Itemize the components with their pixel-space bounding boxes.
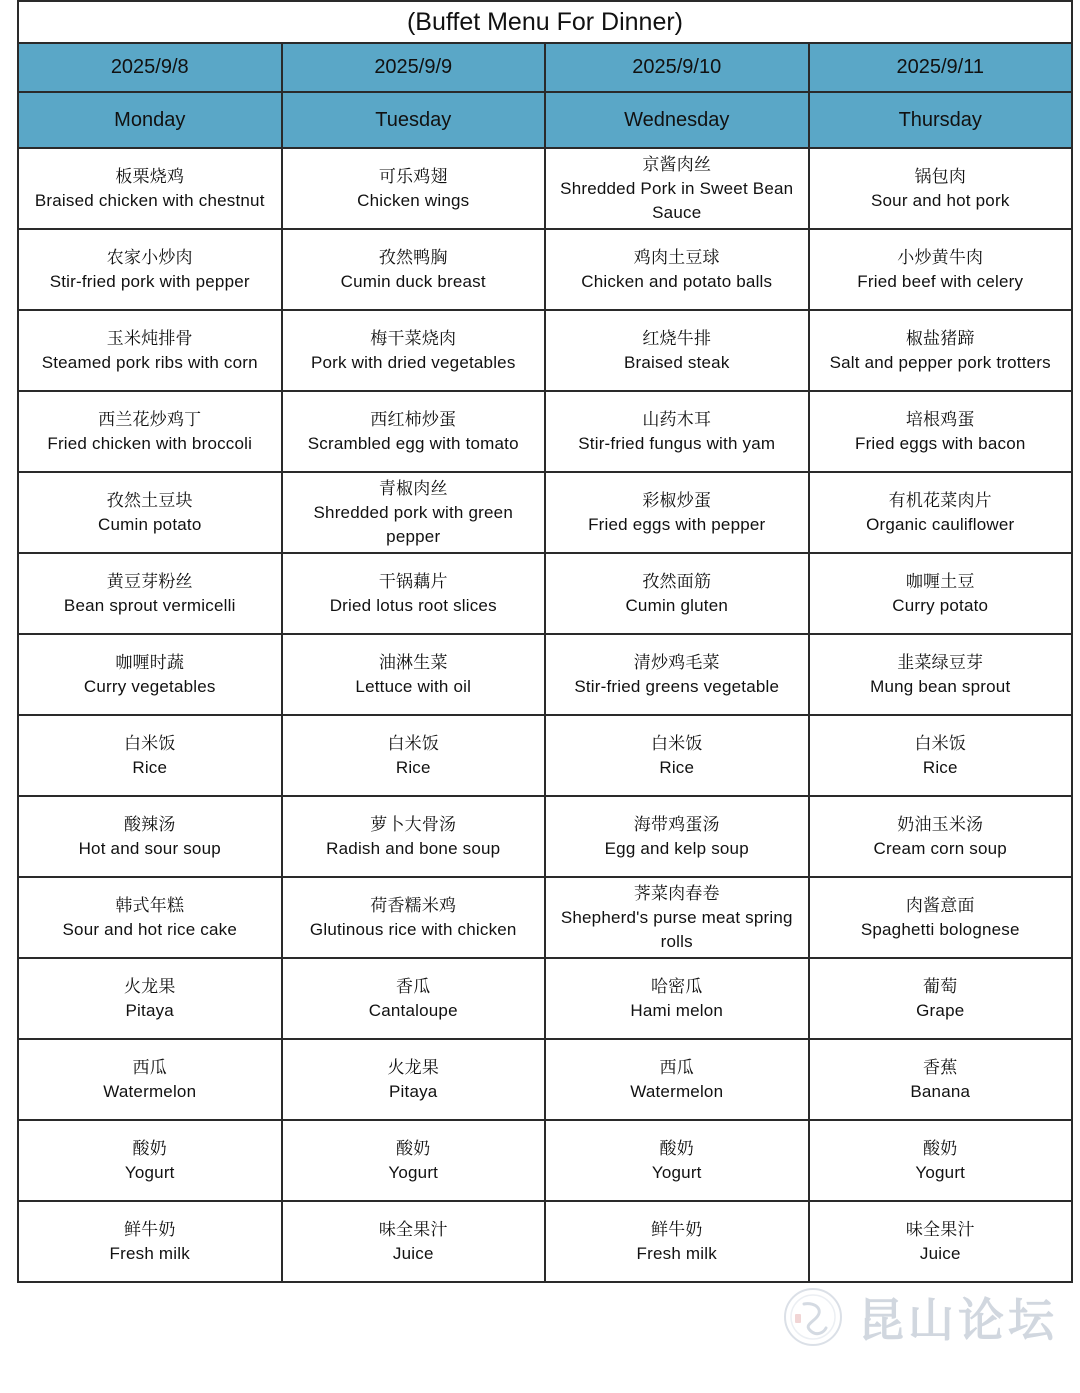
dish-cell <box>282 472 546 553</box>
dish-chinese-name: 黄豆芽粉丝 <box>106 571 193 591</box>
forum-watermark <box>782 1284 1072 1350</box>
dish-chinese-name: 味全果汁 <box>905 1219 975 1239</box>
dish-cell <box>545 229 809 310</box>
dish-cell <box>809 796 1073 877</box>
dish-chinese-name: 酸奶 <box>659 1138 694 1158</box>
dish-cell <box>18 310 282 391</box>
dish-chinese-name: 荠菜肉春卷 <box>633 883 720 903</box>
menu-row <box>18 391 1072 472</box>
dish-english-name: Salt and pepper pork trotters <box>829 352 1051 372</box>
dish-english-name: Fresh milk <box>109 1243 190 1263</box>
dish-english-name: Rice <box>132 757 168 777</box>
dish-chinese-name: 红烧牛排 <box>642 328 712 348</box>
seal-icon <box>782 1286 844 1348</box>
menu-row <box>18 553 1072 634</box>
dish-chinese-name: 青椒肉丝 <box>378 478 448 498</box>
menu-container <box>17 0 1073 1283</box>
menu-row <box>18 796 1072 877</box>
dish-chinese-name: 海带鸡蛋汤 <box>633 814 720 834</box>
dish-cell <box>545 796 809 877</box>
dish-cell <box>809 877 1073 958</box>
dish-cell <box>18 148 282 229</box>
dish-chinese-name: 清炒鸡毛菜 <box>633 652 720 672</box>
dish-chinese-name: 白米饭 <box>123 733 176 753</box>
dish-english-name: Shredded Pork in Sweet Bean Sauce <box>560 178 794 222</box>
dish-chinese-name: 西红柿炒蛋 <box>370 409 457 429</box>
dish-english-name: Yogurt <box>388 1162 439 1182</box>
menu-row <box>18 1201 1072 1282</box>
dish-chinese-name: 韩式年糕 <box>115 895 185 915</box>
dish-english-name: Stir-fried greens vegetable <box>574 676 780 696</box>
dish-english-name: Scrambled egg with tomato <box>307 433 519 453</box>
dish-cell <box>282 553 546 634</box>
dish-english-name: Yogurt <box>915 1162 966 1182</box>
dish-english-name: Pork with dried vegetables <box>310 352 516 372</box>
dish-cell <box>282 148 546 229</box>
dish-english-name: Lettuce with oil <box>355 676 472 696</box>
dish-chinese-name: 西兰花炒鸡丁 <box>98 409 202 429</box>
dish-chinese-name: 肉酱意面 <box>905 895 975 915</box>
dish-cell <box>545 958 809 1039</box>
dish-english-name: Stir-fried fungus with yam <box>578 433 776 453</box>
dish-english-name: Chicken wings <box>357 190 470 210</box>
dish-cell <box>18 1201 282 1282</box>
dish-cell <box>282 1039 546 1120</box>
dish-cell <box>282 310 546 391</box>
dish-chinese-name: 孜然鸭胸 <box>378 247 448 267</box>
menu-row <box>18 148 1072 229</box>
dish-english-name: Fried chicken with broccoli <box>47 433 253 453</box>
dish-english-name: Pitaya <box>389 1081 438 1101</box>
dish-english-name: Cumin potato <box>97 514 202 534</box>
dish-cell <box>809 310 1073 391</box>
dish-english-name: Pitaya <box>125 1000 174 1020</box>
dish-english-name: Steamed pork ribs with corn <box>41 352 258 372</box>
dish-chinese-name: 椒盐猪蹄 <box>905 328 975 348</box>
menu-title: (Buffet Menu For Dinner) <box>18 1 1072 43</box>
dish-cell <box>545 310 809 391</box>
dish-english-name: Juice <box>919 1243 961 1263</box>
dish-cell <box>18 958 282 1039</box>
dish-chinese-name: 荷香糯米鸡 <box>370 895 457 915</box>
date-cell: 2025/9/11 <box>809 43 1073 92</box>
dish-english-name: Braised steak <box>623 352 730 372</box>
dish-chinese-name: 酸奶 <box>923 1138 958 1158</box>
dish-cell <box>809 1120 1073 1201</box>
dish-english-name: Egg and kelp soup <box>604 838 749 858</box>
dish-chinese-name: 葡萄 <box>923 976 958 996</box>
dish-chinese-name: 西瓜 <box>659 1057 694 1077</box>
menu-row <box>18 472 1072 553</box>
dish-english-name: Sour and hot rice cake <box>62 919 237 939</box>
dish-english-name: Mung bean sprout <box>870 676 1011 696</box>
dish-cell <box>18 472 282 553</box>
dish-chinese-name: 白米饭 <box>650 733 703 753</box>
dish-chinese-name: 奶油玉米汤 <box>897 814 984 834</box>
dish-english-name: Glutinous rice with chicken <box>309 919 517 939</box>
dinner-menu-table <box>17 0 1073 1283</box>
dish-english-name: Fried beef with celery <box>857 271 1024 291</box>
dish-chinese-name: 白米饭 <box>387 733 440 753</box>
dish-chinese-name: 西瓜 <box>132 1057 167 1077</box>
dish-english-name: Dried lotus root slices <box>329 595 497 615</box>
menu-row <box>18 229 1072 310</box>
menu-row <box>18 310 1072 391</box>
weekday-cell: Thursday <box>809 92 1073 148</box>
dish-english-name: Shepherd's purse meat spring rolls <box>560 907 793 951</box>
dish-cell <box>18 229 282 310</box>
dish-cell <box>18 1120 282 1201</box>
dish-english-name: Watermelon <box>103 1081 197 1101</box>
dish-chinese-name: 酸奶 <box>396 1138 431 1158</box>
dish-cell <box>282 229 546 310</box>
dish-cell <box>545 877 809 958</box>
dish-chinese-name: 板栗烧鸡 <box>115 166 185 186</box>
menu-row <box>18 1039 1072 1120</box>
dish-cell <box>282 877 546 958</box>
dish-english-name: Shredded pork with green pepper <box>313 502 513 546</box>
weekday-row <box>18 92 1072 148</box>
dish-cell <box>282 634 546 715</box>
dish-chinese-name: 农家小炒肉 <box>106 247 193 267</box>
dish-english-name: Yogurt <box>651 1162 702 1182</box>
dish-chinese-name: 干锅藕片 <box>378 571 448 591</box>
dish-cell <box>545 1039 809 1120</box>
date-cell: 2025/9/9 <box>282 43 546 92</box>
dish-english-name: Curry vegetables <box>83 676 216 696</box>
dish-cell <box>545 1201 809 1282</box>
dish-cell <box>809 148 1073 229</box>
dish-cell <box>545 391 809 472</box>
dish-english-name: Cumin duck breast <box>340 271 486 291</box>
menu-row <box>18 634 1072 715</box>
dish-cell <box>282 1120 546 1201</box>
dish-english-name: Cumin gluten <box>625 595 729 615</box>
dish-english-name: Juice <box>392 1243 434 1263</box>
dish-cell <box>18 634 282 715</box>
dish-cell <box>809 553 1073 634</box>
dish-chinese-name: 火龙果 <box>387 1057 440 1077</box>
date-row <box>18 43 1072 92</box>
dish-chinese-name: 韭菜绿豆芽 <box>897 652 984 672</box>
dish-chinese-name: 鸡肉土豆球 <box>633 247 720 267</box>
dish-chinese-name: 酸奶 <box>132 1138 167 1158</box>
dish-chinese-name: 咖喱时蔬 <box>115 652 185 672</box>
dish-cell <box>282 796 546 877</box>
dish-chinese-name: 哈密瓜 <box>650 976 703 996</box>
dish-chinese-name: 孜然面筋 <box>642 571 712 591</box>
dish-english-name: Braised chicken with chestnut <box>34 190 265 210</box>
dish-english-name: Fried eggs with bacon <box>854 433 1026 453</box>
dish-cell <box>809 229 1073 310</box>
dish-chinese-name: 小炒黄牛肉 <box>897 247 984 267</box>
dish-english-name: Yogurt <box>124 1162 175 1182</box>
dish-chinese-name: 香瓜 <box>396 976 431 996</box>
dish-cell <box>18 391 282 472</box>
menu-row <box>18 877 1072 958</box>
dish-english-name: Rice <box>922 757 958 777</box>
dish-cell <box>18 553 282 634</box>
dish-chinese-name: 油淋生菜 <box>378 652 448 672</box>
dish-chinese-name: 火龙果 <box>123 976 176 996</box>
dish-cell <box>545 472 809 553</box>
dish-chinese-name: 孜然土豆块 <box>106 490 193 510</box>
dish-chinese-name: 山药木耳 <box>642 409 712 429</box>
dish-chinese-name: 鲜牛奶 <box>123 1219 176 1239</box>
dish-cell <box>18 796 282 877</box>
dish-chinese-name: 锅包肉 <box>914 166 967 186</box>
dish-english-name: Spaghetti bolognese <box>860 919 1020 939</box>
dish-english-name: Stir-fried pork with pepper <box>49 271 250 291</box>
dish-cell <box>282 391 546 472</box>
menu-row <box>18 958 1072 1039</box>
dish-english-name: Rice <box>395 757 431 777</box>
dish-chinese-name: 彩椒炒蛋 <box>642 490 712 510</box>
dish-english-name: Fried eggs with pepper <box>588 514 766 534</box>
menu-body <box>18 148 1072 1282</box>
dish-chinese-name: 鲜牛奶 <box>650 1219 703 1239</box>
title-row <box>18 1 1072 43</box>
dish-cell <box>809 715 1073 796</box>
menu-row <box>18 715 1072 796</box>
dish-english-name: Watermelon <box>630 1081 724 1101</box>
dish-english-name: Rice <box>659 757 695 777</box>
dish-english-name: Fresh milk <box>636 1243 717 1263</box>
dish-cell <box>809 1039 1073 1120</box>
weekday-cell: Monday <box>18 92 282 148</box>
dish-chinese-name: 白米饭 <box>914 733 967 753</box>
weekday-cell: Tuesday <box>282 92 546 148</box>
dish-cell <box>18 715 282 796</box>
dish-cell <box>809 634 1073 715</box>
dish-chinese-name: 萝卜大骨汤 <box>370 814 457 834</box>
dish-english-name: Hami melon <box>630 1000 724 1020</box>
dish-chinese-name: 有机花菜肉片 <box>888 490 992 510</box>
date-cell: 2025/9/8 <box>18 43 282 92</box>
dish-chinese-name: 梅干菜烧肉 <box>370 328 457 348</box>
dish-cell <box>809 472 1073 553</box>
dish-english-name: Organic cauliflower <box>866 514 1015 534</box>
dish-cell <box>545 148 809 229</box>
dish-cell <box>545 553 809 634</box>
dish-english-name: Cream corn soup <box>873 838 1007 858</box>
dish-cell <box>545 1120 809 1201</box>
dish-english-name: Cantaloupe <box>368 1000 458 1020</box>
dish-chinese-name: 可乐鸡翅 <box>378 166 448 186</box>
dish-chinese-name: 咖喱土豆 <box>905 571 975 591</box>
dish-english-name: Chicken and potato balls <box>581 271 773 291</box>
dish-cell <box>282 1201 546 1282</box>
menu-row <box>18 1120 1072 1201</box>
dish-cell <box>282 715 546 796</box>
dish-chinese-name: 玉米炖排骨 <box>106 328 193 348</box>
dish-cell <box>545 634 809 715</box>
dish-english-name: Banana <box>910 1081 971 1101</box>
weekday-cell: Wednesday <box>545 92 809 148</box>
dish-cell <box>282 958 546 1039</box>
dish-cell <box>809 1201 1073 1282</box>
dish-cell <box>809 391 1073 472</box>
dish-english-name: Curry potato <box>892 595 989 615</box>
dish-english-name: Grape <box>916 1000 965 1020</box>
dish-cell <box>545 715 809 796</box>
dish-english-name: Bean sprout vermicelli <box>63 595 236 615</box>
dish-chinese-name: 培根鸡蛋 <box>905 409 975 429</box>
dish-cell <box>18 877 282 958</box>
dish-chinese-name: 京酱肉丝 <box>642 154 712 174</box>
dish-cell <box>18 1039 282 1120</box>
watermark-text: 昆山论坛 <box>858 1293 1058 1347</box>
dish-chinese-name: 味全果汁 <box>378 1219 448 1239</box>
dish-english-name: Hot and sour soup <box>78 838 221 858</box>
date-cell: 2025/9/10 <box>545 43 809 92</box>
dish-english-name: Radish and bone soup <box>326 838 501 858</box>
dish-cell <box>809 958 1073 1039</box>
dish-chinese-name: 香蕉 <box>923 1057 958 1077</box>
dish-english-name: Sour and hot pork <box>870 190 1010 210</box>
dish-chinese-name: 酸辣汤 <box>123 814 176 834</box>
